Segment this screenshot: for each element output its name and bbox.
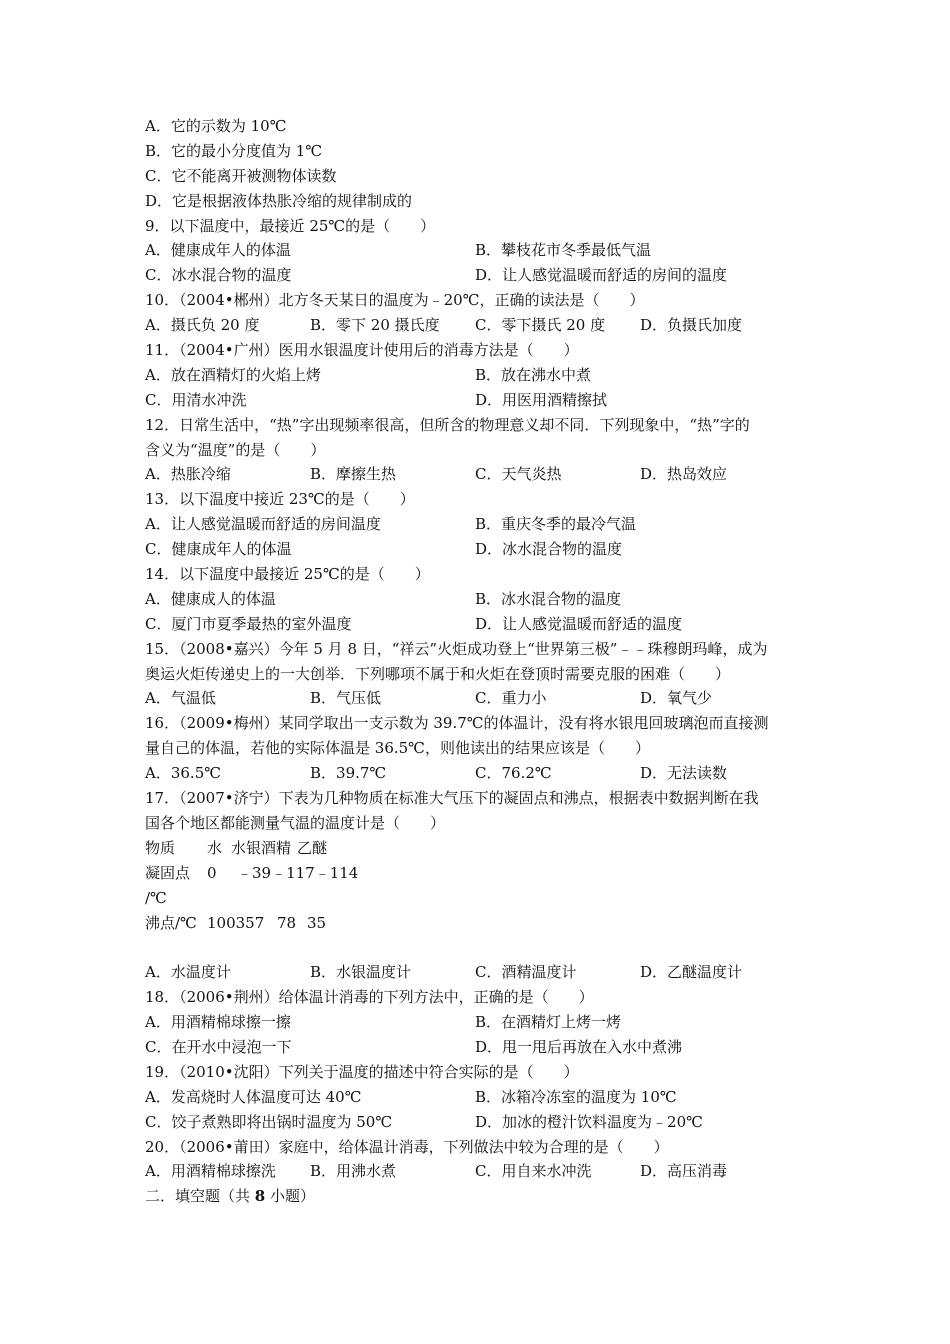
q9-stem: 9．以下温度中，最接近 25℃的是（ ） xyxy=(145,216,436,235)
q17-stem-line1: 17．（2007•济宁）下表为几种物质在标准大气压下的凝固点和沸点，根据表中数据判断在我 xyxy=(145,789,759,808)
q13-option-a: A．让人感觉温暖而舒适的房间温度 xyxy=(145,515,381,534)
q16-option-d: D．无法读数 xyxy=(640,764,728,783)
q15-option-a: A．气温低 xyxy=(145,689,216,708)
q14-option-a: A．健康成人的体温 xyxy=(145,589,276,608)
q20-option-b: B．用沸水煮 xyxy=(310,1162,397,1181)
q17-option-d: D．乙醚温度计 xyxy=(640,963,743,982)
q18-option-a: A．用酒精棉球擦一擦 xyxy=(145,1013,291,1032)
q15-option-b: B．气压低 xyxy=(310,689,382,708)
q18-stem: 18．（2006•荆州）给体温计消毒的下列方法中，正确的是（ ） xyxy=(145,988,594,1007)
q15-stem-line2: 奥运火炬传递史上的一大创举．下列哪项不属于和火炬在登顶时需要克服的困难（ ） xyxy=(145,664,731,683)
q13-option-d: D．冰水混合物的温度 xyxy=(475,540,623,559)
section-question-count: 8 xyxy=(254,1187,266,1206)
q17-table-row-boiling xyxy=(145,911,825,936)
q19-stem: 19．（2010•沈阳）下列关于温度的描述中符合实际的是（ ） xyxy=(145,1062,579,1081)
q14-option-c: C．厦门市夏季最热的室外温度 xyxy=(145,614,352,633)
q20-option-d: D．高压消毒 xyxy=(640,1162,728,1181)
exam-page xyxy=(145,114,825,1209)
q12-option-c: C．天气炎热 xyxy=(475,465,562,484)
q19-option-b: B．冰箱冷冻室的温度为 10℃ xyxy=(475,1087,677,1106)
q11-options-row2 xyxy=(145,388,825,413)
q17-options xyxy=(145,960,825,985)
q12-option-a: A．热胀冷缩 xyxy=(145,465,231,484)
q17-option-b: B．水银温度计 xyxy=(310,963,412,982)
q14-option-d: D．让人感觉温暖而舒适的温度 xyxy=(475,614,683,633)
q18-option-c: C．在开水中浸泡一下 xyxy=(145,1037,292,1056)
q9-options-row2 xyxy=(145,263,825,288)
q17-table-header xyxy=(145,836,825,861)
q13-option-b: B．重庆冬季的最冷气温 xyxy=(475,515,637,534)
q16-stem-line2: 量自己的体温，若他的实际体温是 36.5℃，则他读出的结果应该是（ ） xyxy=(145,739,650,758)
q14-stem: 14．以下温度中最接近 25℃的是（ ） xyxy=(145,565,430,584)
q14-options-row1 xyxy=(145,587,825,612)
q11-option-b: B．放在沸水中煮 xyxy=(475,365,592,384)
table-cell: 0 xyxy=(207,863,217,882)
q9-options-row1 xyxy=(145,238,825,263)
q15-option-c: C．重力小 xyxy=(475,689,547,708)
q9-option-a: A．健康成年人的体温 xyxy=(145,241,291,260)
q18-option-b: B．在酒精灯上烤一烤 xyxy=(475,1013,622,1032)
q10-option-a: A．摄氏负 20 度 xyxy=(145,316,260,335)
table-cell: ﹣39﹣117﹣114 xyxy=(237,863,359,882)
q9-option-c: C．冰水混合物的温度 xyxy=(145,266,292,285)
section-heading xyxy=(145,1184,825,1209)
q10-options xyxy=(145,313,825,338)
q10-option-c: C．零下摄氏 20 度 xyxy=(475,316,606,335)
q15-options xyxy=(145,686,825,711)
q12-stem-line1: 12．日常生活中，“热”字出现频率很高，但所含的物理意义却不同．下列现象中，“热”字的 xyxy=(145,415,750,434)
q14-option-b: B．冰水混合物的温度 xyxy=(475,589,622,608)
q18-options-row2 xyxy=(145,1035,825,1060)
q13-options-row1 xyxy=(145,512,825,537)
q18-option-d: D．甩一甩后再放在入水中煮沸 xyxy=(475,1037,683,1056)
section-heading-suffix: 小题） xyxy=(265,1187,315,1206)
q17-option-a: A．水温度计 xyxy=(145,963,231,982)
q12-option-d: D．热岛效应 xyxy=(640,465,728,484)
q8-option-c: C．它不能离开被测物体读数 xyxy=(145,166,337,185)
q12-stem-line2: 含义为“温度”的是（ ） xyxy=(145,440,326,459)
q11-stem: 11．（2004•广州）医用水银温度计使用后的消毒方法是（ ） xyxy=(145,341,579,360)
table-cell: 物质 xyxy=(145,838,176,857)
q11-option-c: C．用清水冲洗 xyxy=(145,390,247,409)
q11-option-a: A．放在酒精灯的火焰上烤 xyxy=(145,365,321,384)
q10-stem: 10．（2004•郴州）北方冬天某日的温度为﹣20℃，正确的读法是（ ） xyxy=(145,291,645,310)
q17-table-unit: /℃ xyxy=(145,888,167,907)
q16-option-b: B．39.7℃ xyxy=(310,764,387,783)
q14-options-row2 xyxy=(145,612,825,637)
q16-option-c: C．76.2℃ xyxy=(475,764,552,783)
q9-option-d: D．让人感觉温暖而舒适的房间的温度 xyxy=(475,266,728,285)
q10-option-b: B．零下 20 摄氏度 xyxy=(310,316,440,335)
q13-options-row2 xyxy=(145,537,825,562)
q13-option-c: C．健康成年人的体温 xyxy=(145,540,292,559)
q15-option-d: D．氧气少 xyxy=(640,689,713,708)
q19-option-c: C．饺子煮熟即将出锅时温度为 50℃ xyxy=(145,1112,393,1131)
table-cell: 100357 xyxy=(207,913,265,932)
q19-option-d: D．加冰的橙汁饮料温度为﹣20℃ xyxy=(475,1112,703,1131)
table-cell: 78 xyxy=(277,913,297,932)
q12-option-b: B．摩擦生热 xyxy=(310,465,397,484)
spacer xyxy=(145,935,825,960)
q17-option-c: C．酒精温度计 xyxy=(475,963,577,982)
q9-option-b: B．攀枝花市冬季最低气温 xyxy=(475,241,652,260)
q17-table-row-freezing xyxy=(145,861,825,886)
table-cell: 水银酒精 xyxy=(231,838,292,857)
table-cell: 沸点/℃ xyxy=(145,913,197,932)
q10-option-d: D．负摄氏加度 xyxy=(640,316,743,335)
section-heading-prefix: 二．填空题（共 xyxy=(145,1187,255,1206)
q8-option-d: D．它是根据液体热胀冷缩的规律制成的 xyxy=(145,191,413,210)
table-cell: 凝固点 xyxy=(145,863,191,882)
q15-stem-line1: 15．（2008•嘉兴）今年 5 月 8 日，“祥云”火炬成功登上“世界第三极”﹣﹣珠穆朗玛峰，成为 xyxy=(145,639,768,658)
q20-option-c: C．用自来水冲洗 xyxy=(475,1162,592,1181)
q20-options xyxy=(145,1159,825,1184)
q12-options xyxy=(145,462,825,487)
table-cell: 35 xyxy=(307,913,327,932)
q20-option-a: A．用酒精棉球擦洗 xyxy=(145,1162,276,1181)
q17-stem-line2: 国各个地区都能测量气温的温度计是（ ） xyxy=(145,813,446,832)
q19-option-a: A．发高烧时人体温度可达 40℃ xyxy=(145,1087,362,1106)
q13-stem: 13．以下温度中接近 23℃的是（ ） xyxy=(145,490,415,509)
table-cell: 乙醚 xyxy=(297,838,328,857)
q19-options-row2 xyxy=(145,1110,825,1135)
q18-options-row1 xyxy=(145,1010,825,1035)
table-cell: 水 xyxy=(207,838,223,857)
q8-option-a: A．它的示数为 10℃ xyxy=(145,117,287,135)
q11-options-row1 xyxy=(145,363,825,388)
q11-option-d: D．用医用酒精擦拭 xyxy=(475,390,608,409)
q8-option-b: B．它的最小分度值为 1℃ xyxy=(145,141,323,160)
q16-stem-line1: 16．（2009•梅州）某同学取出一支示数为 39.7℃的体温计，没有将水银甩回玻璃泡而直接测 xyxy=(145,714,769,733)
q16-option-a: A．36.5℃ xyxy=(145,764,222,783)
q20-stem: 20．（2006•莆田）家庭中，给体温计消毒，下列做法中较为合理的是（ ） xyxy=(145,1137,669,1156)
q19-options-row1 xyxy=(145,1085,825,1110)
q16-options xyxy=(145,761,825,786)
